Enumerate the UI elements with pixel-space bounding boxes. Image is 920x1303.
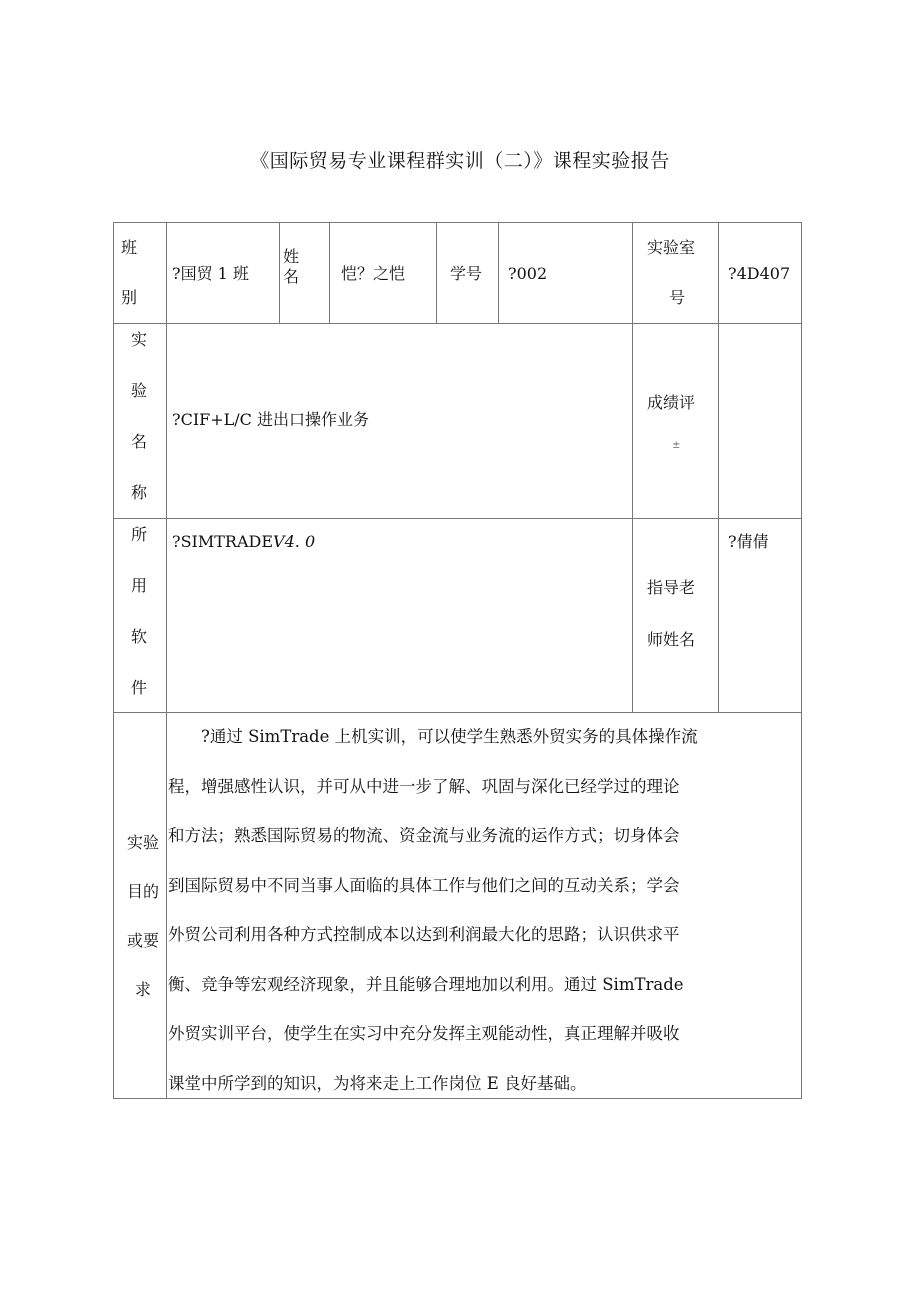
- table-line: [718, 222, 719, 713]
- table-line: [801, 222, 802, 1099]
- student-id-label: 学号: [450, 264, 483, 283]
- paragraph-line: 和方法；熟悉国际贸易的物流、资金流与业务流的运作方式；切身体会: [168, 826, 680, 845]
- paragraph-line: 外贸公司利用各种方式控制成本以达到利润最大化的思路；认识供求平: [168, 925, 680, 944]
- name-value: 恺？之恺: [341, 264, 406, 283]
- table-line: [329, 222, 330, 324]
- lab-label: 实验室: [647, 238, 696, 257]
- table-line: [166, 222, 167, 1099]
- label-char: 用: [130, 576, 147, 595]
- class-label: 别: [121, 288, 138, 307]
- label-char: 所: [130, 525, 147, 544]
- label-line: 实验: [126, 833, 159, 852]
- table-line: [632, 222, 633, 713]
- class-label: 班: [121, 238, 138, 257]
- paragraph-line: 衡、竞争等宏观经济现象，并且能够合理地加以利用。通过 SimTrade: [168, 974, 684, 994]
- report-title: 《国际贸易专业课程群实训（二）》课程实验报告: [250, 150, 670, 172]
- teacher-label: 师姓名: [647, 630, 696, 649]
- paragraph-line: 程，增强感性认识，并可从中进一步了解、巩固与深化已经学过的理论: [168, 776, 680, 796]
- label-char: 软: [130, 627, 147, 646]
- class-value: ?国贸 1 班: [172, 264, 249, 283]
- table-line: [279, 222, 280, 324]
- label-line: 求: [134, 980, 151, 999]
- purpose-paragraph: [168, 712, 736, 1108]
- grade-mark: ±: [672, 440, 681, 451]
- experiment-name-label: [124, 327, 154, 531]
- name-label: 名: [283, 267, 300, 286]
- software-version: V4. 0: [273, 532, 316, 551]
- paragraph-line: 外贸实训平台，使学生在实习中充分发挥主观能动性，真正理解并吸收: [168, 1024, 680, 1043]
- label-char: 名: [130, 432, 147, 451]
- table-line: [113, 518, 802, 519]
- purpose-label: [124, 830, 162, 1026]
- paragraph-line: 到国际贸易中不同当事人面临的具体工作与他们之间的互动关系；学会: [168, 875, 680, 895]
- label-char: 实: [130, 330, 147, 349]
- software-name: ?SIMTRADE: [172, 532, 274, 551]
- label-char: 件: [130, 678, 147, 697]
- paragraph-line: ?通过 SimTrade 上机实训，可以使学生熟悉外贸实务的具体操作流: [168, 727, 698, 746]
- table-line: [436, 222, 437, 324]
- student-id-value: ?002: [508, 264, 548, 283]
- software-label: [124, 522, 154, 726]
- grade-label: 成绩评: [647, 393, 696, 412]
- teacher-value: ?倩倩: [728, 532, 769, 551]
- label-char: 验: [130, 381, 147, 400]
- label-line: 目的: [126, 882, 159, 901]
- software-value: [172, 534, 315, 550]
- lab-label: 号: [669, 288, 686, 307]
- label-char: 称: [130, 483, 147, 502]
- table-line: [113, 222, 114, 1099]
- lab-value: ?4D407: [728, 264, 791, 283]
- table-line: [113, 323, 802, 324]
- teacher-label: 指导老: [647, 578, 696, 597]
- label-line: 或要: [126, 931, 159, 950]
- name-label: 姓: [283, 247, 300, 266]
- experiment-name-value: ?CIF+L/C 进出口操作业务: [172, 410, 369, 429]
- paragraph-line: 课堂中所学到的知识，为将来走上工作岗位 E 良好基础。: [168, 1073, 587, 1093]
- table-line: [113, 222, 802, 223]
- table-line: [498, 222, 499, 324]
